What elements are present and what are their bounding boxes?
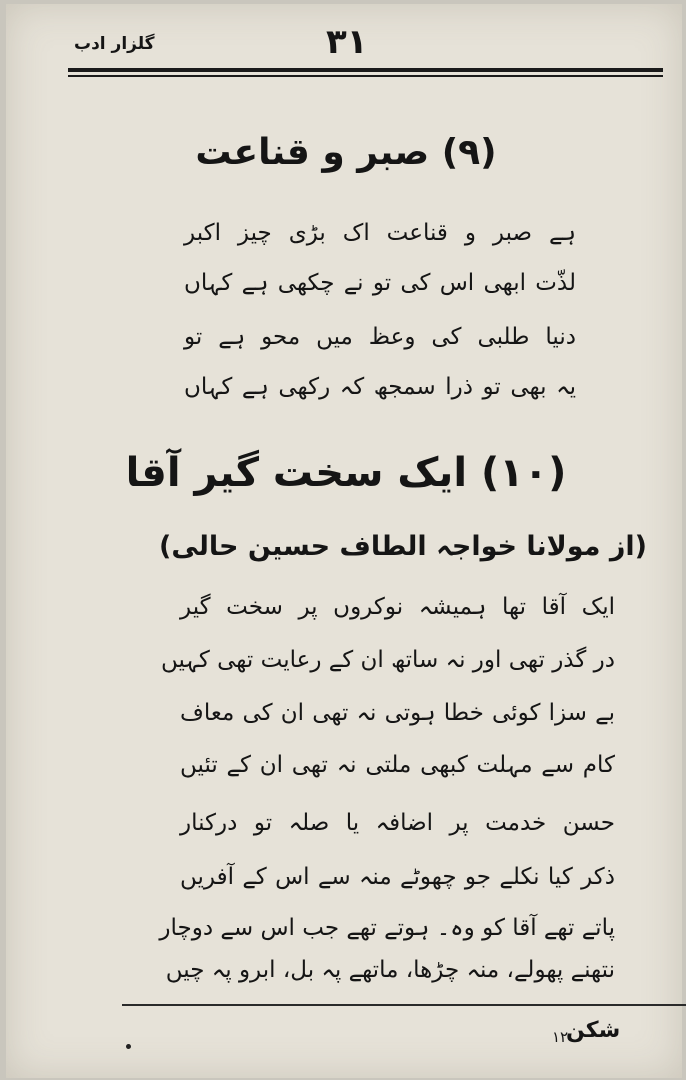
poem-line: دنیا طلبی کی وعظ میں محو ہے تو (184, 324, 576, 350)
header-rule (68, 68, 663, 72)
poem-line: در گذر تھی اور نہ ساتھ ان کے رعایت تھی کہیں (160, 647, 615, 673)
poem-line: ہے صبر و قناعت اک بڑی چیز اکبر (184, 220, 576, 246)
poem-author: (از مولانا خواجہ الطاف حسین حالی) (159, 531, 647, 562)
poem-line: کام سے مہلت کبھی ملتی نہ تھی ان کے تئیں (180, 752, 615, 778)
page-number: ۳۱ (326, 22, 368, 62)
poem-line: ایک آقا تھا ہمیشہ نوکروں پر سخت گیر (180, 594, 615, 620)
poem-line: پاتے تھے آقا کو وہ۔ ہوتے تھے جب اس سے دوچار (159, 915, 615, 941)
footer-rule (122, 1004, 686, 1006)
poem-title-ek-sakht-geer-aaqa: (۱۰) ایک سخت گیر آقا (125, 450, 567, 496)
poem-title-sabr-o-qanaat: (۹) صبر و قناعت (195, 132, 497, 173)
poem-line: نتھنے پھولے، منہ چڑھا، ماتھے پہ بل، ابرو پہ چیں (165, 957, 615, 983)
poem-line: ذکر کیا نکلے جو چھوٹے منہ سے اس کے آفریں (180, 864, 615, 890)
running-header-title: گلزار ادب (74, 34, 155, 54)
poem-line: حسن خدمت پر اضافہ یا صلہ تو درکنار (180, 810, 615, 836)
poem-line: لذّت ابھی اس کی تو نے چکھی ہے کہاں (184, 270, 576, 296)
header-rule-thin (68, 75, 663, 77)
ink-dot (126, 1044, 131, 1049)
footer-label: شکن (566, 1018, 621, 1043)
poem-line: یہ بھی تو ذرا سمجھ کہ رکھی ہے کہاں (184, 374, 576, 400)
book-page (6, 4, 682, 1078)
poem-line: بے سزا کوئی خطا ہوتی نہ تھی ان کی معاف (180, 700, 615, 726)
footer-number: ۱۲ (552, 1028, 569, 1046)
